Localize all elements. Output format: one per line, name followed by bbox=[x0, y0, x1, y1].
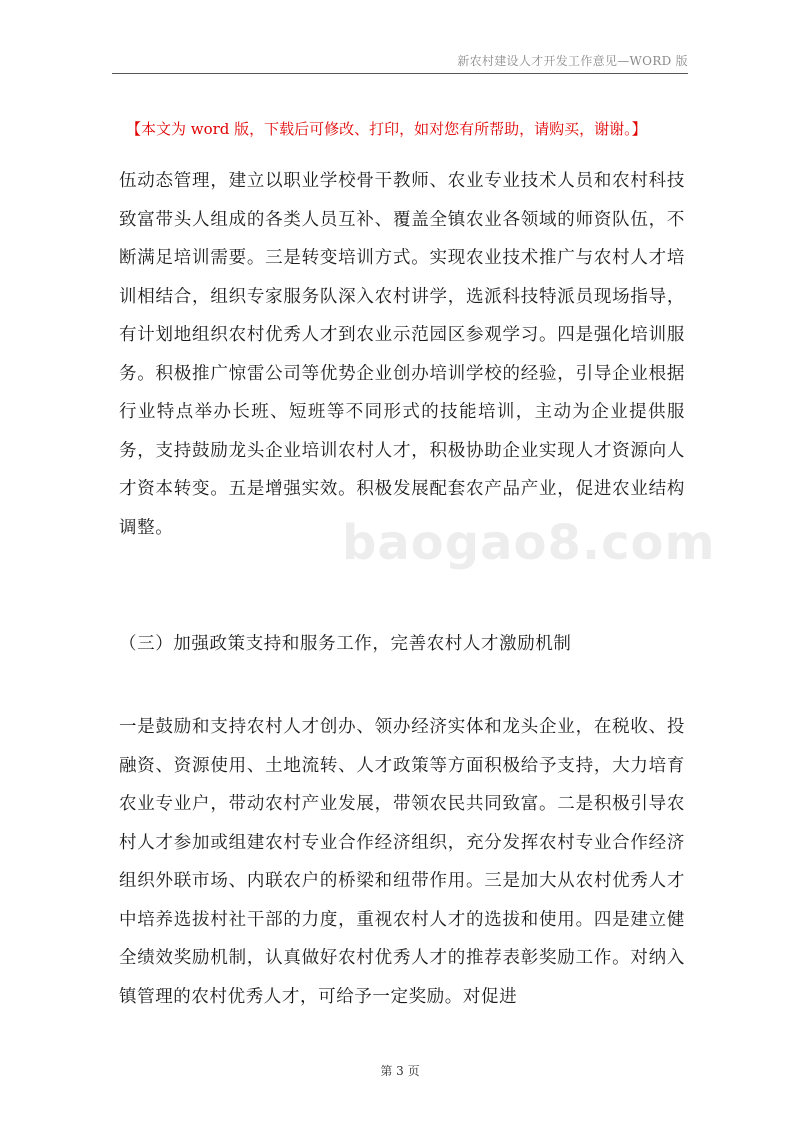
page-number: 第 3 页 bbox=[380, 1064, 420, 1078]
document-header-title: 新农村建设人才开发工作意见—WORD 版 bbox=[457, 54, 688, 68]
header-divider bbox=[112, 73, 688, 74]
body-paragraph-2: 一是鼓励和支持农村人才创办、领办经济实体和龙头企业，在税收、投融资、资源使用、土地流转、人才政策等方面积极给予支持，大力培育农业专业户，带动农村产业发展，带领农民共同致富。二是积极引导农村人才参加或组建农村专业合作经济组织，充分发挥农村专业合作经济组织外联市场、内联农户的桥梁和纽带作用。三是加大从农村优秀人才中培养选拔村社干部的力度，重视农村人才的选拔和使用。四是建立健全绩效奖励机制，认真做好农村优秀人才的推荐表彰奖励工作。对纳入镇管理的农村优秀人才，可给予一定奖励。对促进 bbox=[119, 717, 685, 1007]
download-notice: 【本文为 word 版，下载后可修改、打印，如对您有所帮助，请购买，谢谢。】 bbox=[126, 120, 647, 138]
body-paragraph-1: 伍动态管理，建立以职业学校骨干教师、农业专业技术人员和农村科技致富带头人组成的各类人员互补、覆盖全镇农业各领域的师资队伍，不断满足培训需要。三是转变培训方式。实现农业技术推广与农村人才培训相结合，组织专家服务队深入农村讲学，选派科技特派员现场指导，有计划地组织农村优秀人才到农业示范园区参观学习。四是强化培训服务。积极推广惊雷公司等优势企业创办培训学校的经验，引导企业根据行业特点举办长班、短班等不同形式的技能培训，主动为企业提供服务，支持鼓励龙头企业培训农村人才，积极协助企业实现人才资源向人才资本转变。五是增强实效。积极发展配套农产品产业，促进农业结构调整。 bbox=[119, 171, 685, 538]
watermark-logo: baogao8.com bbox=[342, 515, 716, 571]
section-subheading: （三）加强政策支持和服务工作，完善农村人才激励机制 bbox=[119, 634, 572, 654]
